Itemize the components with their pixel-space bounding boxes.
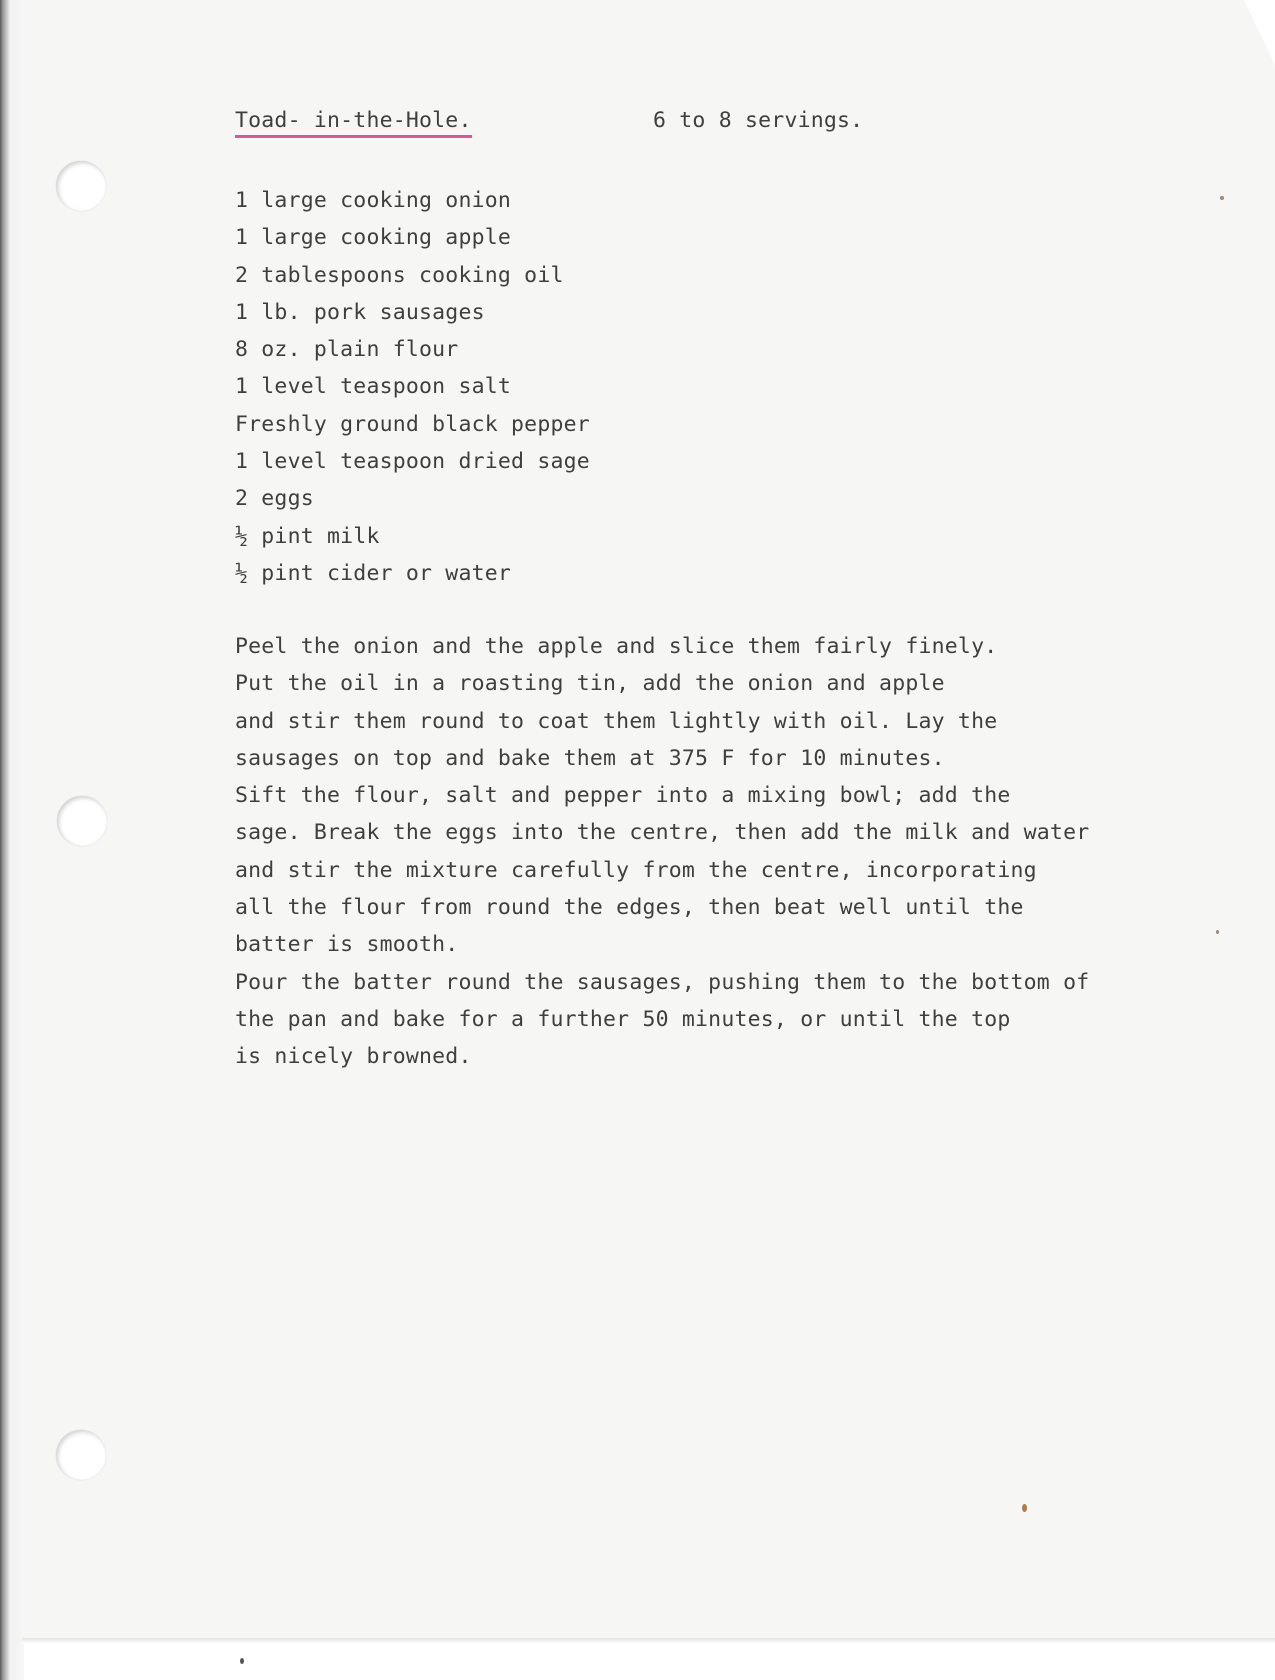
method-line: and stir the mixture carefully from the centre, incorporating: [235, 857, 1037, 883]
scanner-edge-shadow: [0, 0, 24, 1680]
method-line: Sift the flour, salt and pepper into a mixing bowl; add the: [235, 783, 1011, 809]
punch-hole-top: [56, 161, 106, 211]
paper-speck: [1022, 1504, 1027, 1512]
ingredient-item: ½ pint milk: [235, 523, 380, 549]
ingredient-item: 8 oz. plain flour: [235, 337, 459, 363]
paper-bottom-edge: [22, 1638, 1275, 1644]
paper-speck: [240, 1658, 244, 1664]
method-line: Pour the batter round the sausages, pushing them to the bottom of: [235, 969, 1090, 995]
ingredient-item: Freshly ground black pepper: [235, 411, 590, 437]
ingredient-item: ½ pint cider or water: [235, 560, 512, 586]
method-line: batter is smooth.: [235, 932, 459, 958]
method-line: Put the oil in a roasting tin, add the onion and apple: [235, 671, 945, 697]
ingredient-item: 1 large cooking onion: [235, 188, 512, 213]
paper-speck: [1216, 930, 1219, 934]
method-line: all the flour from round the edges, then beat well until the: [235, 895, 1024, 921]
method-line: is nicely browned.: [235, 1044, 472, 1070]
method-line: sage. Break the eggs into the centre, then add the milk and water: [235, 820, 1090, 846]
ingredient-item: 1 level teaspoon salt: [235, 374, 512, 400]
recipe-servings: 6 to 8 servings.: [653, 108, 864, 133]
punch-hole-bottom: [56, 1430, 106, 1480]
ingredient-item: 1 large cooking apple: [235, 225, 512, 251]
ingredient-list: [235, 182, 590, 592]
method-line: the pan and bake for a further 50 minutes, or until the top: [235, 1006, 1011, 1032]
ingredient-item: 2 eggs: [235, 486, 314, 512]
ingredient-item: 2 tablespoons cooking oil: [235, 262, 564, 288]
method-line: Peel the onion and the apple and slice them fairly finely.: [235, 634, 998, 659]
punch-hole-middle: [57, 796, 107, 846]
paper-speck: [1220, 196, 1224, 200]
ingredient-item: 1 lb. pork sausages: [235, 299, 485, 325]
recipe-title: Toad- in-the-Hole.: [235, 108, 472, 138]
method-line: and stir them round to coat them lightly with oil. Lay the: [235, 708, 998, 734]
ingredient-item: 1 level teaspoon dried sage: [235, 449, 590, 475]
method-line: sausages on top and bake them at 375 F for 10 minutes.: [235, 745, 945, 771]
method-text: [235, 628, 1089, 1076]
